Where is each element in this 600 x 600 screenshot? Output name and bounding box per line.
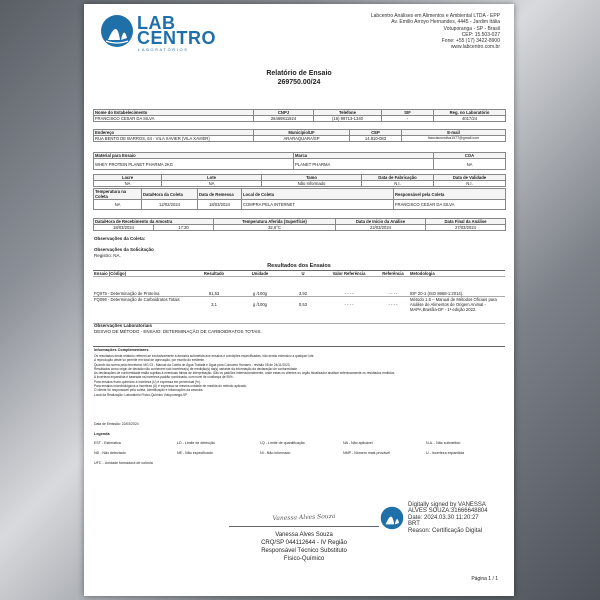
sample-label: Temperatura na Coleta (94, 189, 142, 200)
obs-coleta-label: Observações da Coleta: (94, 236, 146, 241)
result-unit: g /100g (235, 297, 285, 324)
brand-sub: LABORATÓRIOS (138, 47, 189, 52)
report-title: Relatório de Ensaio (266, 70, 332, 77)
result-unit: g /100g (235, 277, 285, 297)
signature-line (229, 526, 379, 527)
client-value: 14.810-083 (350, 136, 402, 142)
results-header: Ensaio (Código) (93, 271, 193, 277)
dates-value: 22/03/2024 (336, 225, 426, 231)
sample-label: Lacre (94, 175, 162, 181)
client-value: FRANCISCO CESAR DA SILVA (94, 116, 254, 122)
client-label: Nome do Estabelecimento (94, 110, 254, 116)
obs-solicitacao-label: Observações da Solicitação (94, 247, 154, 252)
info-line: Para ensaios físico-químicos a incerteza (U) é expressa em percentual (%). (94, 379, 201, 384)
client-label: SIF (382, 110, 434, 116)
sample-label: Responsável pela Coleta (394, 189, 506, 200)
brand-bottom: CENTRO (137, 28, 216, 48)
legend-item: LD - Limite de detecção (177, 441, 215, 445)
result-method: Método 1.6 – Manual de Métodos Oficiais para Análise de Alimentos de Origem Animal - MAPA,Brasília-DF - 1ª edição 2022. (409, 297, 505, 324)
info-line: Local da Realização: Laboratório Físico-Químico Votuporanga-SP (94, 392, 188, 397)
result-value: 3,1 (193, 297, 235, 324)
digital-sign-line: ALVES SOUZA:31666648804 (408, 508, 488, 515)
sample-value: N.I. (434, 181, 506, 187)
sample-value: 18/03/2024 (198, 200, 242, 210)
client-value: franciscocsilva1977@gmail.com (402, 136, 506, 142)
sample-value: FRANCISCO CESAR DA SILVA (394, 200, 506, 210)
result-reference: - - - - (377, 297, 409, 324)
legend-item: ND - Não detectado (94, 451, 126, 455)
page-number: Página 1 / 1 (471, 576, 498, 582)
sample-label: COA (434, 153, 506, 159)
digital-sign-line: Date: 2024.03.30 11:20:27 (408, 514, 479, 521)
results-title: Resultados dos Ensaios (267, 263, 331, 269)
sample-table (93, 152, 506, 170)
dates-label: Data de Início da Análise (336, 219, 426, 225)
client-label: Reg. no Laboratório (434, 110, 506, 116)
dates-label: Temperatura Aferida (Superfície) (214, 219, 336, 225)
digital-sign-line: Digitally signed by VANESSA (408, 502, 486, 508)
results-header: Referência (377, 271, 409, 277)
sample-label: Lote (162, 175, 262, 181)
client-label: Telefone (314, 110, 382, 116)
legend-item: EST - Estimativa (94, 441, 121, 445)
brand-top: LAB (137, 13, 176, 33)
client-value: ARARAQUARA/SP (254, 136, 350, 142)
signatory-name: Vanessa Alves Souza (275, 532, 333, 538)
legend-item: LQ - Limite de quantificação (260, 441, 305, 445)
digital-sign-line: Reason: Certificação Digital (408, 527, 483, 534)
client-label: Município/UF (254, 130, 350, 136)
info-line: A incerteza expandida é baseada na incerteza padrão combinada, com nível de confiança de 95%. (94, 375, 234, 380)
sample-value: NA (162, 181, 262, 187)
dates-value: 17:20 (154, 225, 214, 231)
results-header: U (285, 271, 321, 277)
signatory-crq: CRQ/SP 044112644 - IV Região (261, 540, 347, 546)
client-value: RUA BENTO DE BARROS, 64 - VILA XAVIER (VILA XAVIER) (94, 136, 254, 142)
legend-item: N.A. - Não submetido (426, 441, 461, 445)
legend-item: NMP - Número mais provável (343, 451, 391, 455)
sample-label: Data de Validade (434, 175, 506, 181)
info-line: A reprodução deste só permite em total de aprovação, por escrito do emitente. (94, 358, 205, 363)
client-value: - (382, 116, 434, 122)
company-site: www.labcentro.com.br (450, 44, 500, 51)
legend-item: UFC - Unidade formadora de colônia (94, 461, 153, 465)
sample-label: Data de Remessa (198, 189, 242, 200)
signatory-role: Responsável Técnico Substituto (261, 548, 347, 554)
legend-item: NI - Não informado (260, 451, 291, 455)
company-address: Av. Emilio Arroyo Hernandes, 4445 - Jardim Itália (391, 19, 500, 26)
dates-label: Data/Hora de Recebimento da Amostra (94, 219, 214, 225)
sample-label: Tamo (262, 175, 362, 181)
lab-logo-icon (100, 14, 134, 48)
digital-sign-line: BRT (408, 521, 420, 528)
client-value: 28469811924 (254, 116, 314, 122)
sample-value: NA (434, 159, 506, 170)
client-value: (16) 99713-1340 (314, 116, 382, 122)
sample-label: Data de Fabricação (362, 175, 434, 181)
result-reference: - - - - (377, 277, 409, 297)
client-label: E-mail (402, 130, 506, 136)
report-paper (84, 4, 514, 596)
result-ref-value: - - - - (321, 277, 377, 297)
sample-value: PLANET PHARMA (294, 159, 434, 170)
digital-signature-logo-icon (380, 506, 404, 530)
results-header: Valor Referência (321, 271, 377, 277)
result-u: 3,92 (285, 277, 321, 297)
sample-value: 12/02/2024 (142, 200, 198, 210)
sample-value: WHEY PROTEIN PLANET PHARMA 2KG (94, 159, 294, 170)
info-line: Quando da norma pela decretoria: MG 03 - Manual da Coleta de Água Tratada e Água para Consumo Humano - revisão 05 de 24/11/2023. (94, 362, 291, 367)
sample-collection-table (93, 188, 506, 210)
company-phone: Fone: +55 (17) 3422-8900 (441, 38, 500, 45)
sample-value: Não Informado (262, 181, 362, 187)
client-label: CEP (350, 130, 402, 136)
sample-label: Marca (294, 153, 434, 159)
report-number: 269750.00/24 (277, 79, 321, 86)
dates-table (93, 218, 506, 231)
sample-value: NA (94, 200, 142, 210)
info-line: Os resultados deste relatório referem-se exclusivamente à amostra submetida aos ensaios e condições especificadas, não sendo extensivo a qualquer lote. (94, 354, 315, 358)
table-row (93, 277, 505, 297)
client-address-table (93, 129, 506, 142)
legend-title: Legenda (94, 432, 110, 436)
client-label: CNPJ (254, 110, 314, 116)
result-ref-value: - - - - (321, 297, 377, 324)
results-header: Unidade (235, 271, 285, 277)
digital-signature (408, 502, 488, 534)
company-city: Votuporanga - SP - Brasil (443, 25, 500, 32)
legend-item: NA - Não aplicável (343, 441, 373, 445)
complementary-lines (94, 354, 504, 397)
legend-item: U - Incerteza expandida (426, 451, 465, 455)
signatory (214, 531, 394, 563)
info-line: As declarações de conformidade estão sujeitas à eventuais falhas de interpretação. São os padrões internacionalmente, onde estas os clientes ou órgão fiscalizador analisar criteriosamente os resultados emitidos. (94, 371, 396, 376)
dates-value: 27/03/2024 (426, 225, 506, 231)
info-line: O cliente foi responsável pela coleta, identificação e informações da amostra. (94, 388, 204, 393)
info-line: Para ensaios microbiológicos a incerteza (U) é expressa na mesma unidade de medida do método aplicado. (94, 384, 248, 389)
emission-date: Data de Emissão: 22/03/2024 (94, 422, 139, 426)
dates-label: Data Final da Análise (426, 219, 506, 225)
obs-solicitacao-text: Registro: NA. (94, 253, 121, 258)
client-table (93, 109, 506, 122)
dates-value: 18/03/2024 (94, 225, 154, 231)
info-line: Resultados como origin de decisão não conhecem sob incerteza(s) de medição(s) da(s) variante da informação da declaração de conformidade. (94, 366, 298, 371)
handwritten-signature: Vanessa Alves Souza (272, 512, 336, 523)
signatory-area: Físico-Químico (283, 556, 325, 562)
sample-label: Local de Coleta (242, 189, 394, 200)
sample-label: Data/Hora da Coleta (142, 189, 198, 200)
result-u: 0,53 (285, 297, 321, 324)
table-row (93, 297, 505, 324)
results-header: Resultado (193, 271, 235, 277)
lab-obs-text: DESVIO DE MÉTODO - ENSAIO: DETERMINAÇÃO DE CARBOIDRATOS TOTAIS. (94, 329, 262, 334)
results-table (93, 271, 505, 324)
result-ensaio: FQ096 - Determinação de Carboidratos Totais (93, 297, 193, 324)
info-divider (93, 346, 505, 347)
legend-item: NE - Não especificado (177, 451, 213, 455)
sample-value: NA (94, 181, 162, 187)
complementary-title: Informações Complementares (94, 348, 149, 352)
sample-value: COMPRA PELA INTERNET (242, 200, 394, 210)
sample-lot-table (93, 174, 506, 187)
result-method: IDF 20-1 (ISO 8968-1:2014). (409, 277, 505, 297)
company-cep: CEP: 15.503-027 (461, 31, 500, 38)
results-header: Metodologia (409, 271, 505, 277)
result-value: 81,53 (193, 277, 235, 297)
client-label: Endereço (94, 130, 254, 136)
company-name: Labcentro Análises em Alimentos e Ambiental LTDA - EPP (370, 13, 500, 19)
lab-obs-label: Observações Laboratoriais (94, 323, 153, 328)
company-info (260, 13, 500, 51)
sample-value: N.I. (362, 181, 434, 187)
result-ensaio: FQ075 - Determinação de Proteína (93, 277, 193, 297)
client-value: 4017/24 (434, 116, 506, 122)
sample-label: Material para Ensaio (94, 153, 294, 159)
dates-value: 32,6°C (214, 225, 336, 231)
